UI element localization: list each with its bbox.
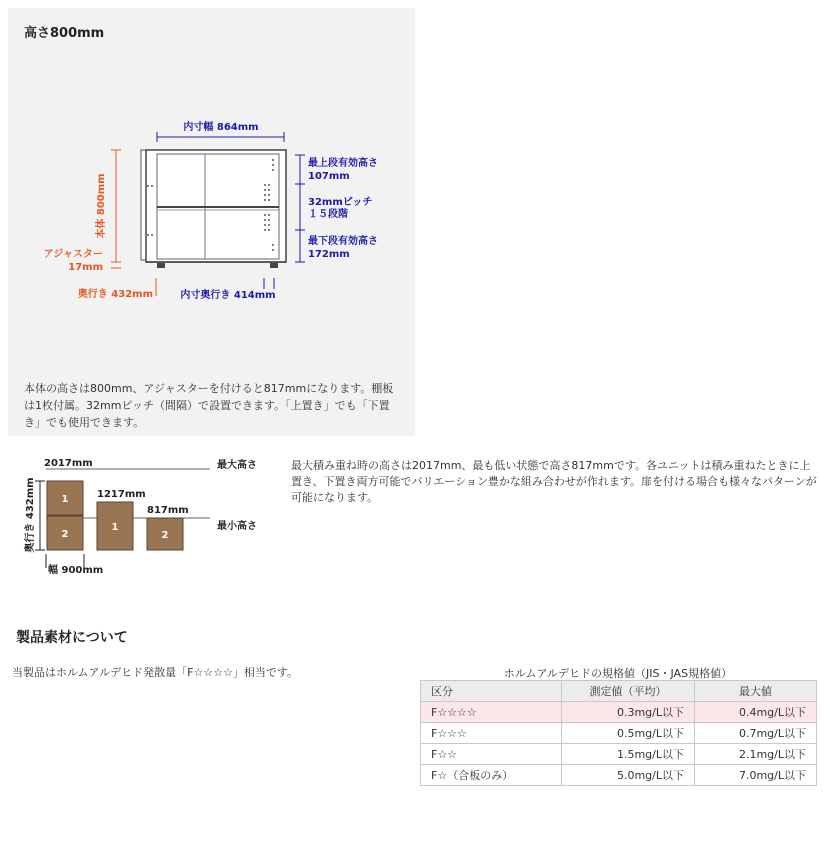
- formaldehyde-table: [420, 680, 817, 786]
- table-row: [421, 744, 817, 765]
- average-cell: 0.5mg/L以下: [562, 723, 695, 744]
- top-clearance-label: 最上段有効高さ: [308, 158, 378, 169]
- min-height-value: 817mm: [147, 505, 189, 516]
- average-cell: 1.5mg/L以下: [562, 744, 695, 765]
- table-row: [421, 723, 817, 744]
- stacking-description: 最大積み重ね時の高さは2017mm、最も低い状態で高さ817mmです。各ユニットは積み重ねたときに上置き、下置き両方可能でバリエーション豊かな組み合わせが作れます。扉を付ける場合も様々なパターンが可能になります。: [291, 459, 817, 504]
- inner-depth-label: 内寸奥行き 414mm: [180, 290, 276, 301]
- adjuster-label: アジャスター: [43, 249, 103, 260]
- cabinet-drawing: [141, 150, 286, 268]
- unit-label: 2: [61, 529, 69, 540]
- stacking-diagram: [0, 440, 290, 580]
- table-row: [421, 702, 817, 723]
- grade-cell: F☆（合板のみ）: [421, 765, 562, 786]
- column-header-max: 最大値: [695, 681, 817, 702]
- pitch-steps: １５段階: [308, 209, 348, 220]
- max-cell: 0.4mg/L以下: [695, 702, 817, 723]
- material-note: 当製品はホルムアルデヒド発散量「F☆☆☆☆」相当です。: [12, 666, 299, 679]
- mid-height-value: 1217mm: [97, 489, 146, 500]
- height-description: 本体の高さは800mm、アジャスターを付けると817mmになります。棚板は1枚付属。32mmピッチ（間隔）で設置できます。「上置き」でも「下置き」でも使用できます。: [24, 382, 394, 429]
- inner-width-label: 内寸幅 864mm: [183, 122, 259, 133]
- top-clearance-value: 107mm: [308, 171, 350, 182]
- unit-label: 1: [61, 494, 69, 505]
- adjuster-value: 17mm: [68, 262, 103, 273]
- min-height-label: 最小高さ: [217, 521, 257, 532]
- pitch-label: 32mmピッチ: [308, 197, 373, 208]
- average-cell: 0.3mg/L以下: [562, 702, 695, 723]
- body-height-label: 本体 800mm: [96, 173, 107, 239]
- grade-cell: F☆☆: [421, 744, 562, 765]
- column-header-average: 測定値（平均）: [562, 681, 695, 702]
- max-cell: 2.1mg/L以下: [695, 744, 817, 765]
- bottom-clearance-label: 最下段有効高さ: [308, 236, 378, 247]
- grade-cell: F☆☆☆: [421, 723, 562, 744]
- depth-label-vertical: 奥行き 432mm: [25, 477, 36, 553]
- unit-label: 2: [161, 530, 169, 541]
- table-caption: ホルムアルデヒドの規格値（JIS・JAS規格値）: [503, 667, 733, 680]
- panel-title: 高さ800mm: [24, 26, 105, 41]
- depth-label: 奥行き 432mm: [77, 289, 153, 300]
- average-cell: 5.0mg/L以下: [562, 765, 695, 786]
- max-cell: 7.0mg/L以下: [695, 765, 817, 786]
- column-header-grade: 区分: [421, 681, 562, 702]
- width-label: 幅 900mm: [48, 565, 104, 576]
- table-header-row: [421, 681, 817, 702]
- max-height-value: 2017mm: [44, 458, 93, 469]
- max-height-label: 最大高さ: [217, 460, 257, 471]
- max-cell: 0.7mg/L以下: [695, 723, 817, 744]
- materials-section-title: 製品素材について: [16, 630, 128, 646]
- table-row: [421, 765, 817, 786]
- grade-cell: F☆☆☆☆: [421, 702, 562, 723]
- bottom-clearance-value: 172mm: [308, 249, 350, 260]
- unit-label: 1: [111, 522, 119, 533]
